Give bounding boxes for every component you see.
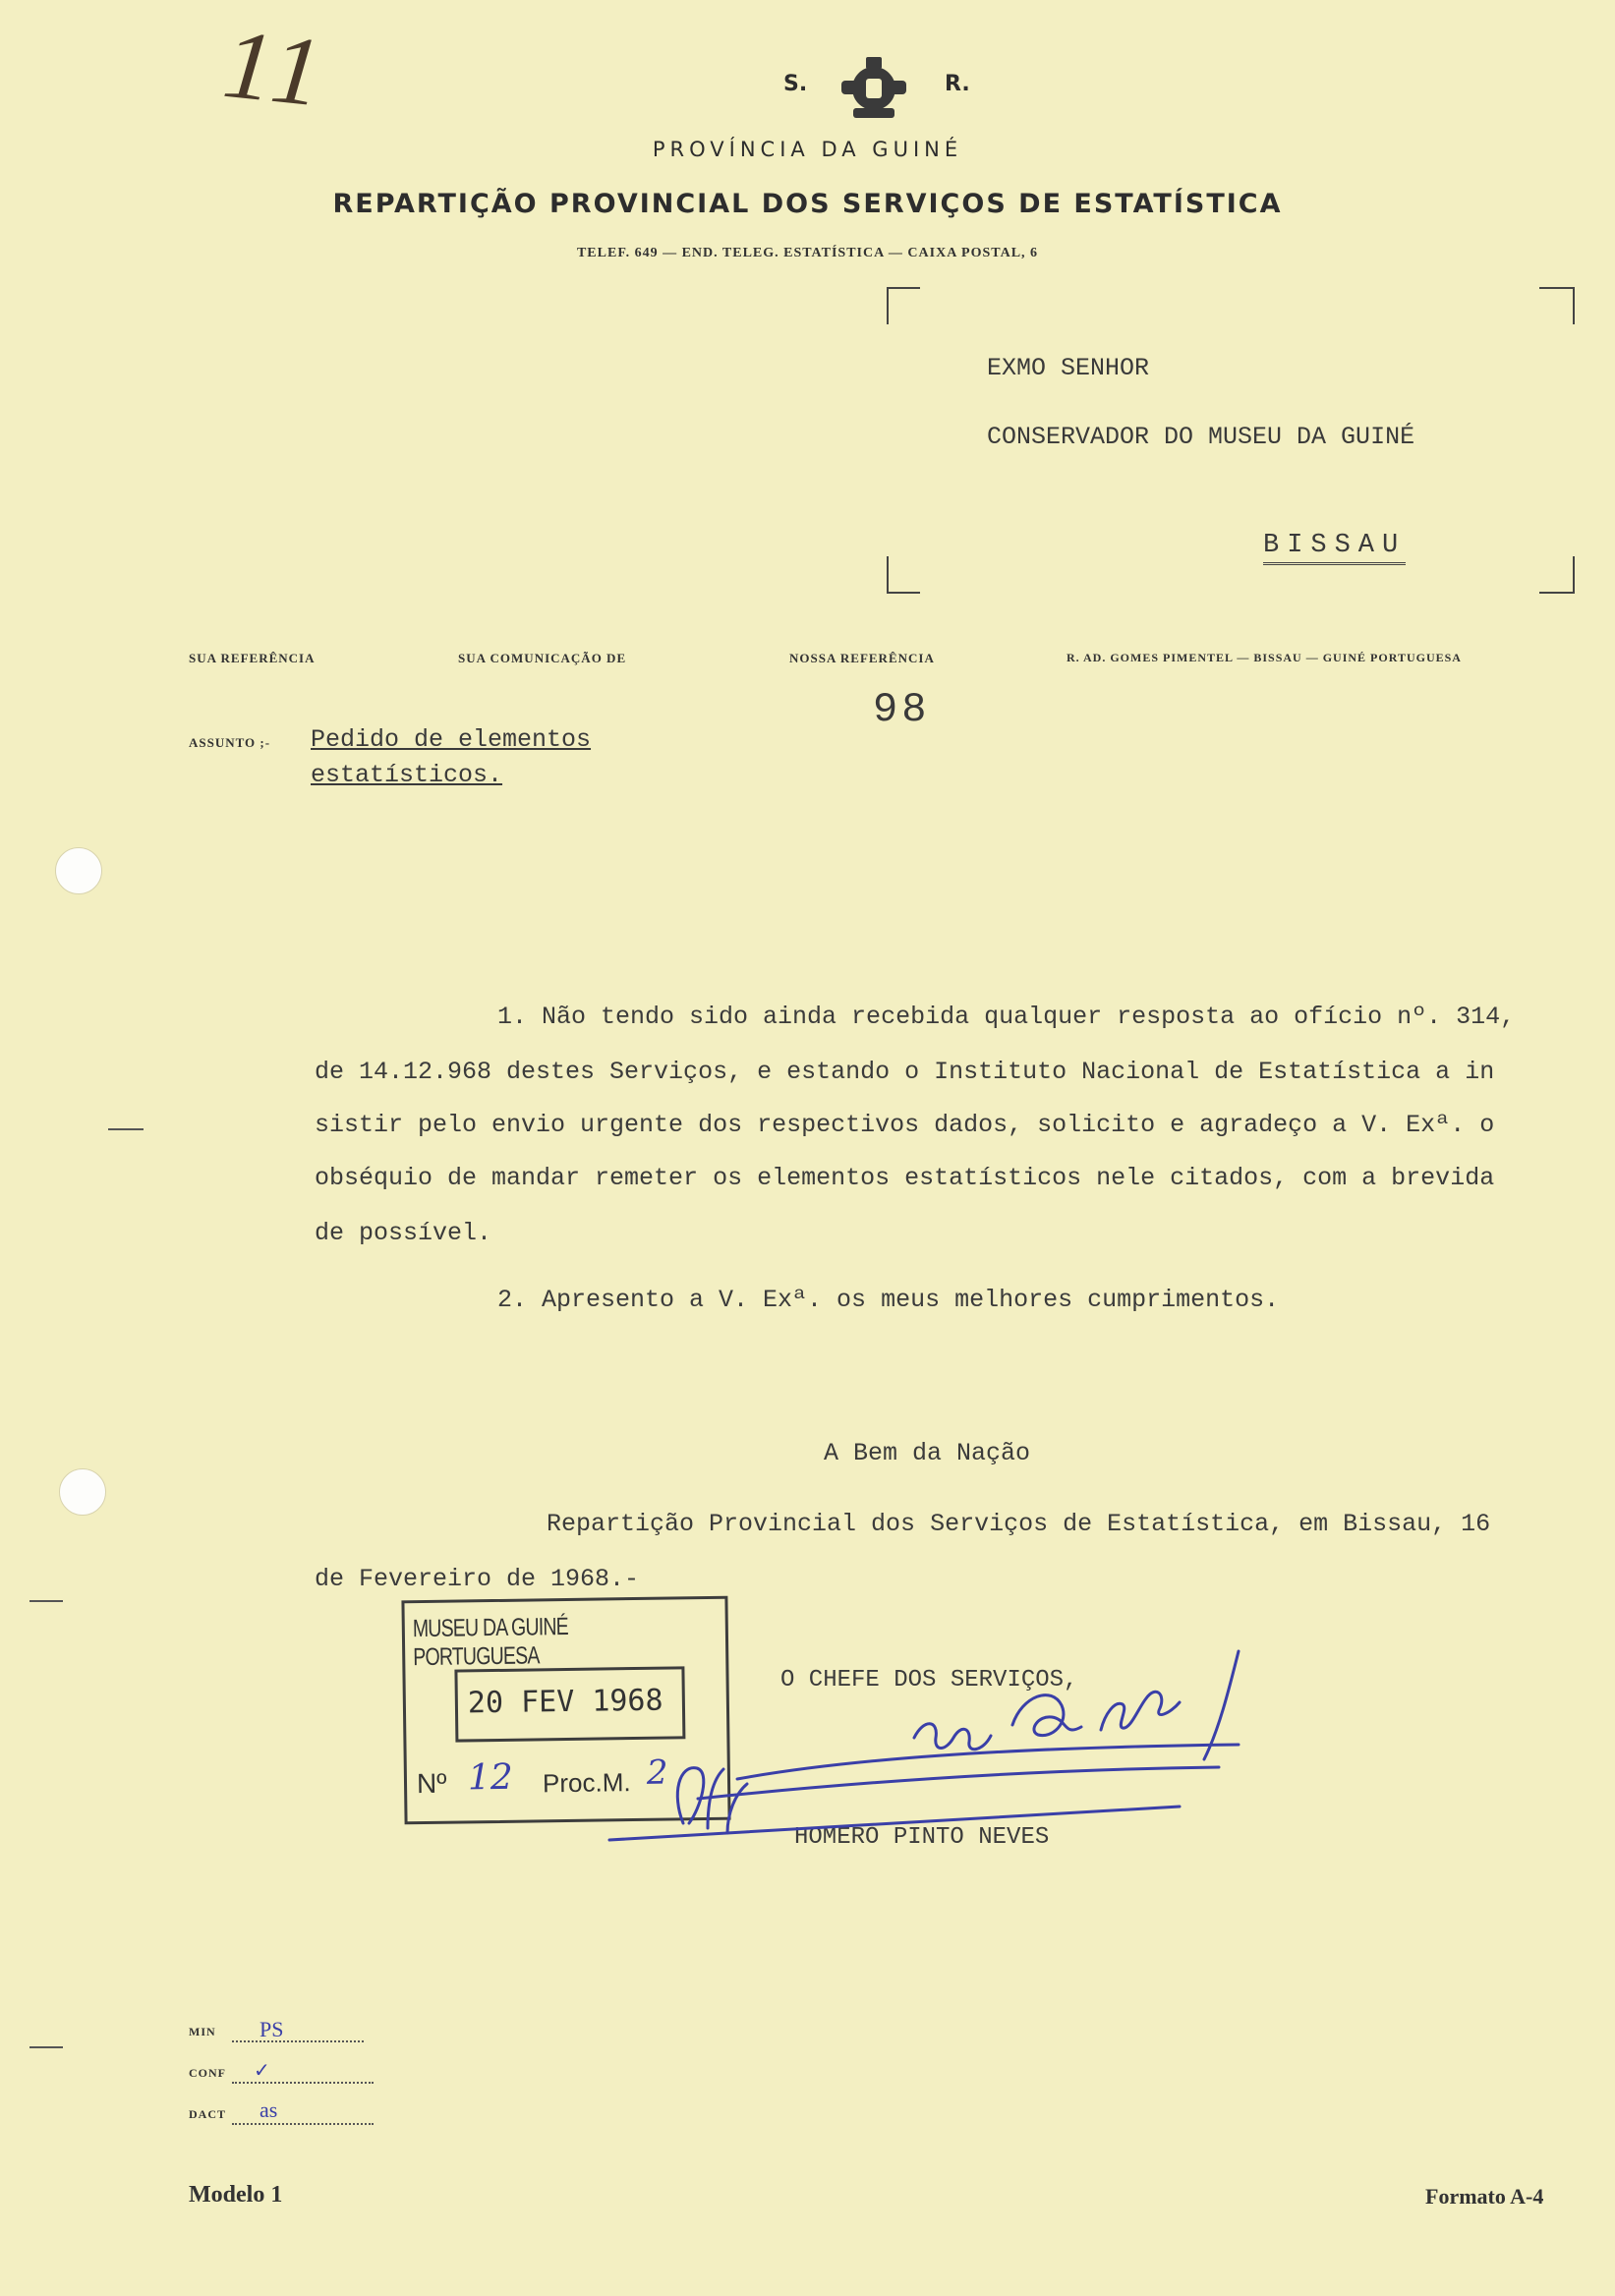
footer-field-line bbox=[232, 2123, 374, 2125]
stamp-museum-name: MUSEU DA GUINÉ PORTUGUESA bbox=[412, 1612, 569, 1672]
body-paragraph-1-line: de possível. bbox=[315, 1219, 492, 1247]
header-left-mark: S. bbox=[783, 72, 808, 96]
window-corner-bl bbox=[887, 556, 920, 594]
chief-title: O CHEFE DOS SERVIÇOS, bbox=[780, 1667, 1078, 1693]
subject-line-2: estatísticos. bbox=[311, 761, 503, 789]
window-corner-tl bbox=[887, 287, 920, 324]
footer-field-value: PS bbox=[260, 2017, 284, 2041]
body-paragraph-2: 2. Apresento a V. Exª. os meus melhores cumprimentos. bbox=[497, 1286, 1280, 1314]
province-title: PROVÍNCIA DA GUINÉ bbox=[652, 138, 963, 161]
stamp-date: 20 FEV 1968 bbox=[467, 1683, 663, 1721]
nossa-referencia-value: 98 bbox=[873, 686, 931, 733]
label-sua-comunicacao: SUA COMUNICAÇÃO DE bbox=[458, 651, 627, 665]
office-address: R. AD. GOMES PIMENTEL — BISSAU — GUINÉ PORTUGUESA bbox=[1067, 651, 1462, 664]
footer-field-line bbox=[232, 2040, 364, 2042]
footer-field-label: MIN bbox=[189, 2025, 216, 2038]
closing-place-line-2: de Fevereiro de 1968.- bbox=[315, 1565, 640, 1593]
footer-field-value: as bbox=[260, 2097, 278, 2122]
stamp-number-label: Nº bbox=[416, 1767, 447, 1800]
body-paragraph-1-line: de 14.12.968 destes Serviços, e estando o Instituto Nacional de Estatística a in bbox=[315, 1058, 1495, 1086]
chief-signature bbox=[590, 1632, 1258, 1858]
label-nossa-referencia: NOSSA REFERÊNCIA bbox=[789, 651, 935, 665]
punch-hole-bottom bbox=[59, 1468, 106, 1516]
addressee-title: CONSERVADOR DO MUSEU DA GUINÉ bbox=[987, 423, 1415, 451]
office-contact: TELEF. 649 — END. TELEG. ESTATÍSTICA — CAIXA POSTAL, 6 bbox=[576, 246, 1039, 260]
window-corner-br bbox=[1539, 556, 1575, 594]
margin-mark bbox=[108, 1128, 144, 1130]
window-corner-tr bbox=[1539, 287, 1575, 324]
closing-salutation: A Bem da Nação bbox=[824, 1439, 1031, 1467]
margin-mark bbox=[29, 2046, 63, 2048]
addressee-salutation: EXMO SENHOR bbox=[987, 354, 1150, 382]
header-right-mark: R. bbox=[945, 72, 970, 96]
stamp-number: 12 bbox=[467, 1756, 514, 1799]
footer-field-label: DACT bbox=[189, 2107, 227, 2121]
body-paragraph-1-line: sistir pelo envio urgente dos respectivos dados, solicito e agradeço a V. Exª. o bbox=[315, 1111, 1495, 1139]
label-sua-referencia: SUA REFERÊNCIA bbox=[189, 651, 316, 665]
punch-hole-top bbox=[55, 847, 102, 894]
body-paragraph-1-line: obséquio de mandar remeter os elementos estatísticos nele citados, com a brevida bbox=[315, 1164, 1495, 1192]
subject-label: ASSUNTO ;- bbox=[189, 735, 271, 750]
margin-mark bbox=[29, 1600, 63, 1602]
stamp-proc-value: 2 bbox=[646, 1752, 668, 1793]
footer-field-label: CONF bbox=[189, 2066, 226, 2080]
handwritten-reference: 11 bbox=[218, 8, 333, 129]
subject-line-1: Pedido de elementos bbox=[311, 725, 592, 754]
office-title: REPARTIÇÃO PROVINCIAL DOS SERVIÇOS DE ESTATÍSTICA bbox=[332, 189, 1283, 219]
format-label: Formato A-4 bbox=[1425, 2184, 1544, 2209]
addressee-city: BISSAU bbox=[1263, 531, 1406, 565]
chief-name: HOMERO PINTO NEVES bbox=[794, 1824, 1050, 1851]
stamp-proc-label: Proc.M. bbox=[542, 1767, 631, 1799]
model-label: Modelo 1 bbox=[189, 2182, 283, 2208]
header-crest bbox=[834, 51, 914, 126]
footer-field-value: ✓ bbox=[254, 2060, 270, 2082]
closing-place-line-1: Repartição Provincial dos Serviços de Estatística, em Bissau, 16 bbox=[547, 1510, 1491, 1538]
body-paragraph-1-line: 1. Não tendo sido ainda recebida qualquer resposta ao ofício nº. 314, bbox=[497, 1003, 1516, 1031]
